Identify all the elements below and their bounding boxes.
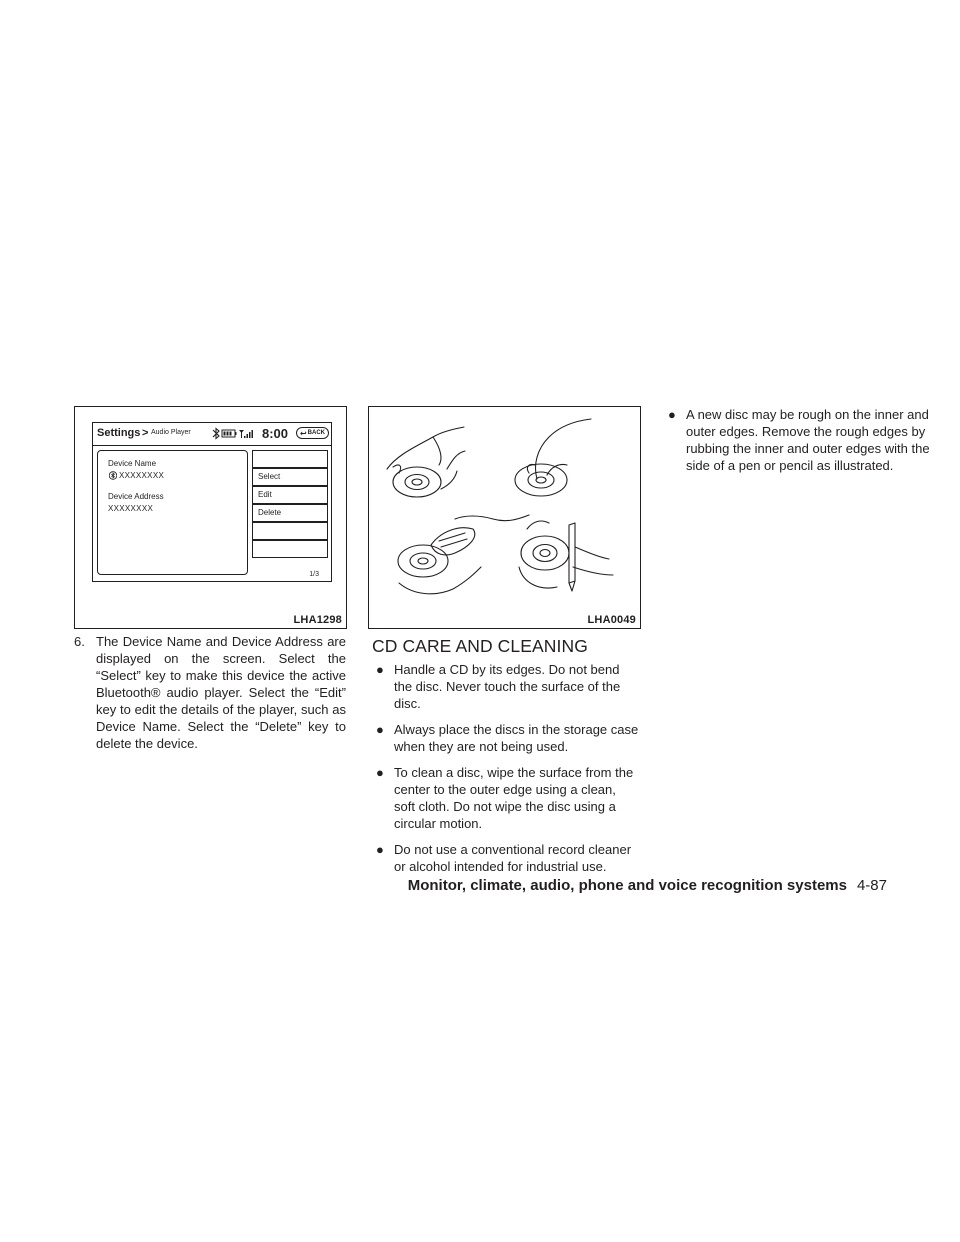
delete-button[interactable]: Delete <box>252 504 328 522</box>
bluetooth-icon <box>213 429 219 439</box>
bullet-list <box>664 406 932 483</box>
edit-button[interactable]: Edit <box>252 486 328 504</box>
bluetooth-icon <box>109 471 117 480</box>
figure-cd-handling <box>368 406 641 629</box>
pencil-icon <box>569 523 575 591</box>
disc-icon <box>521 536 569 570</box>
bullet-list <box>372 661 640 884</box>
settings-screen-mockup <box>92 422 332 582</box>
list-item-text: To clean a disc, wipe the surface from the center to the outer edge using a clean, soft cloth. Do not wipe the disc using a circular motion. <box>394 765 634 831</box>
step-number: 6. <box>74 634 85 649</box>
breadcrumb-separator: > <box>142 427 149 439</box>
bullet-mark: ● <box>376 722 384 737</box>
breadcrumb-audio-player: Audio Player <box>151 429 191 436</box>
status-icons <box>211 427 257 440</box>
disc-icon <box>515 464 567 496</box>
device-name-value: XXXXXXXX <box>119 471 165 480</box>
list-item <box>372 764 640 832</box>
list-item-text: Always place the discs in the storage case when they are not being used. <box>394 722 639 754</box>
hand-icon <box>387 427 465 489</box>
list-item <box>664 406 932 474</box>
hand-icon <box>527 419 591 479</box>
device-name-label: Device Name <box>108 459 157 468</box>
bullet-mark: ● <box>376 842 384 857</box>
cloth-icon <box>431 528 475 555</box>
list-item <box>372 841 640 875</box>
list-item <box>372 661 640 712</box>
figure-audio-player-screen <box>74 406 347 629</box>
menu-blank-row <box>252 522 328 540</box>
bullet-mark: ● <box>668 407 676 422</box>
section-title: CD CARE AND CLEANING <box>372 636 588 656</box>
device-address-value: XXXXXXXX <box>108 504 154 513</box>
clock-display: 8:00 <box>262 426 289 441</box>
figure-label: LHA0049 <box>587 614 636 626</box>
chapter-title: Monitor, climate, audio, phone and voice recognition systems <box>407 877 847 894</box>
list-item-text: A new disc may be rough on the inner and outer edges. Remove the rough edges by rubbing the inner and outer edges with the side of a pen or pencil as illustrated. <box>686 407 930 473</box>
cd-handling-illustration <box>369 407 640 612</box>
hand-icon <box>399 515 529 594</box>
disc-icon <box>398 545 448 577</box>
back-button[interactable] <box>296 427 329 439</box>
back-arrow-icon: ↩ <box>300 429 307 438</box>
device-address-label: Device Address <box>108 492 164 501</box>
signal-strength-icon <box>239 430 253 438</box>
page-indicator: 1/3 <box>309 571 319 578</box>
list-item <box>372 721 640 755</box>
page-footer <box>408 877 887 894</box>
page-number: 4-87 <box>856 877 887 894</box>
select-button[interactable]: Select <box>252 468 328 486</box>
bullet-mark: ● <box>376 662 384 677</box>
step-6 <box>74 633 346 752</box>
screen-header <box>93 423 331 446</box>
menu-blank-row <box>252 540 328 558</box>
list-item-text: Do not use a conventional record cleaner or alcohol intended for industrial use. <box>394 842 632 874</box>
device-info-panel <box>97 450 248 575</box>
bullet-mark: ● <box>376 765 384 780</box>
breadcrumb-settings: Settings <box>97 427 141 439</box>
back-label: BACK <box>307 430 325 436</box>
step-6-text: The Device Name and Device Address are displayed on the screen. Select the “Select” key to make this device the active Bluetooth® audio player. Select the “Edit” key to edit the details of the player, such as Device Name. Select the “Delete” key to delete the device. <box>96 634 346 751</box>
menu-blank-row <box>252 450 328 468</box>
list-item-text: Handle a CD by its edges. Do not bend the disc. Never touch the surface of the disc. <box>394 662 621 711</box>
figure-label: LHA1298 <box>293 614 342 626</box>
battery-icon <box>222 430 237 437</box>
